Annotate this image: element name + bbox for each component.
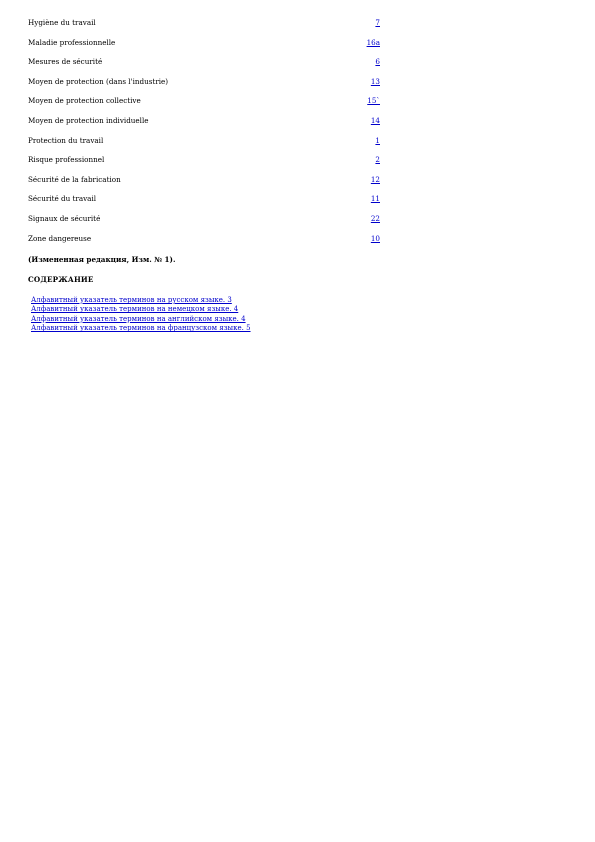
amendment-note: (Измененная редакция, Изм. № 1). — [28, 255, 176, 264]
term-page-link[interactable]: 14 — [370, 115, 380, 125]
term-page-link[interactable]: 2 — [375, 155, 380, 165]
term-label: Risque professionnel — [28, 155, 105, 165]
term-page-link[interactable]: 16a — [366, 37, 380, 47]
term-page-link[interactable]: 13 — [370, 76, 380, 86]
term-row — [28, 77, 380, 97]
term-page-link[interactable]: 15` — [367, 96, 380, 106]
term-row — [28, 96, 380, 116]
contents-link-french[interactable]: Алфавитный указатель терминов на французском языке. 5 — [31, 324, 251, 333]
term-row — [28, 214, 380, 234]
contents-link-russian[interactable]: Алфавитный указатель терминов на русском языке. 3 — [31, 296, 232, 304]
term-label: Zone dangereuse — [28, 233, 92, 243]
contents-heading: СОДЕРЖАНИЕ — [28, 275, 94, 284]
contents-link-german[interactable]: Алфавитный указатель терминов на немецком языке. 4 — [31, 305, 239, 314]
term-label: Mesures de sécurité — [28, 57, 103, 67]
term-page-link[interactable]: 10 — [370, 233, 380, 243]
term-row — [28, 136, 380, 156]
term-row — [28, 116, 380, 136]
term-row — [28, 194, 380, 214]
term-label: Moyen de protection (dans l'industrie) — [28, 76, 169, 86]
term-index — [28, 18, 380, 253]
contents-link-english[interactable]: Алфавитный указатель терминов на английском языке. 4 — [31, 314, 246, 323]
term-label: Moyen de protection individuelle — [28, 115, 149, 125]
term-page-link[interactable]: 7 — [375, 18, 380, 27]
term-label: Signaux de sécurité — [28, 213, 101, 223]
term-label: Hygiène du travail — [28, 18, 96, 27]
term-label: Sécurité du travail — [28, 194, 97, 204]
term-row — [28, 57, 380, 77]
term-page-link[interactable]: 12 — [370, 174, 380, 184]
term-row — [28, 175, 380, 195]
term-page-link[interactable]: 6 — [375, 57, 380, 67]
term-row — [28, 155, 380, 175]
term-row — [28, 38, 380, 58]
term-label: Moyen de protection collective — [28, 96, 141, 106]
term-row — [28, 234, 380, 254]
term-label: Maladie professionnelle — [28, 37, 116, 47]
term-page-link[interactable]: 1 — [375, 135, 380, 145]
term-label: Sécurité de la fabrication — [28, 174, 121, 184]
contents-list — [31, 296, 251, 334]
term-page-link[interactable]: 22 — [370, 213, 380, 223]
term-label: Protection du travail — [28, 135, 104, 145]
term-row — [28, 18, 380, 38]
term-page-link[interactable]: 11 — [370, 194, 380, 204]
